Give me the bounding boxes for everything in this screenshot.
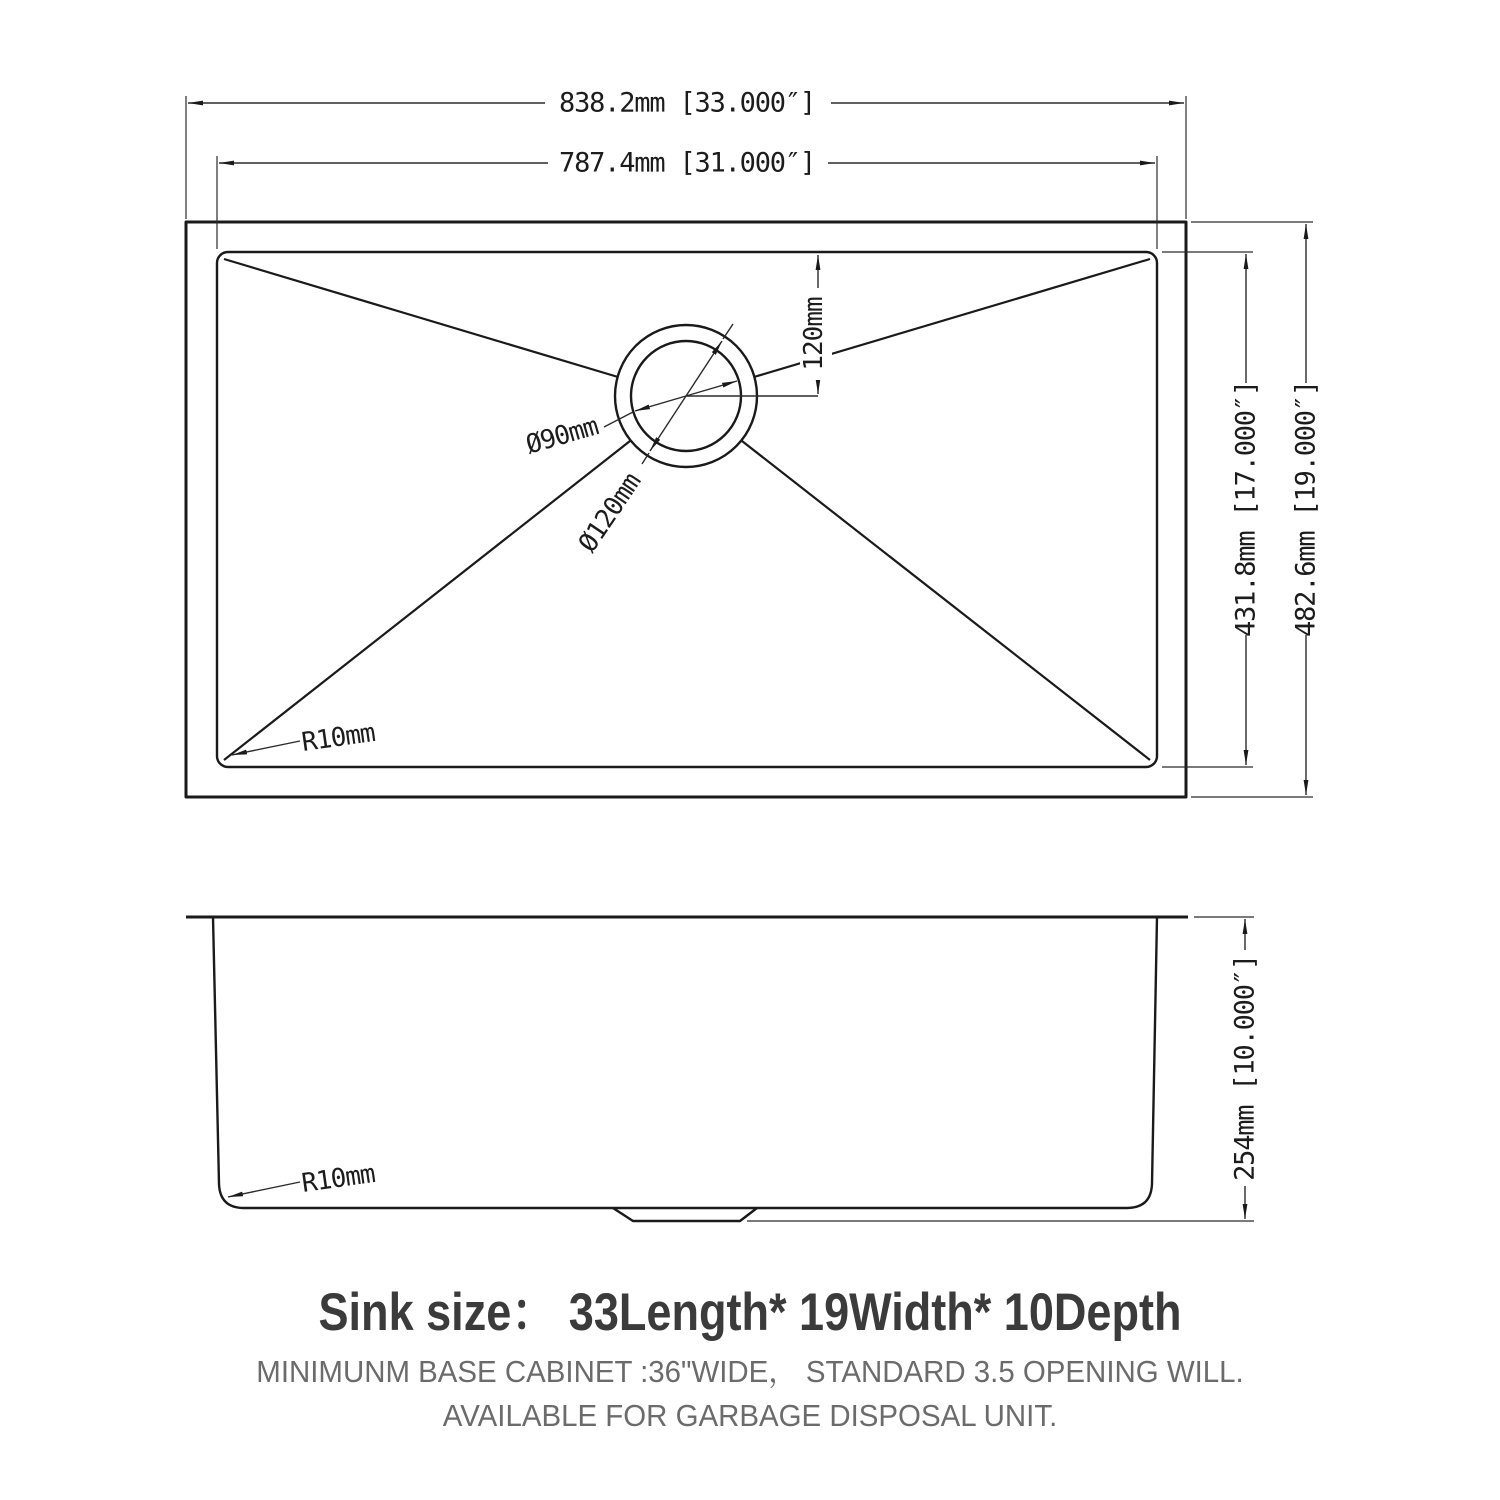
drain-bump <box>613 1208 757 1221</box>
sink-outer-rim <box>186 222 1186 797</box>
crease-bottom-right <box>742 441 1150 760</box>
cabinet-note-line1: MINIMUNM BASE CABINET :36"WIDE， STANDARD 3.5 OPENING WILL. <box>256 1355 1244 1390</box>
dim-outer-width-label: 838.2mm [33.000″] <box>559 87 815 119</box>
crease-bottom-left <box>224 441 630 760</box>
dim-ext-drain-outer <box>723 324 733 339</box>
dim-line-drain-outer <box>650 396 686 451</box>
dim-drain-offset-label: 120mm <box>799 297 829 371</box>
leader-corner-radius <box>232 741 300 755</box>
dim-drain-outer-label: Ø120mm <box>572 468 648 558</box>
top-view <box>186 85 1324 797</box>
leader-corner-radius <box>228 1182 300 1197</box>
corner-radius-label-side: R10mm <box>299 1159 377 1199</box>
dim-line-drain-outer <box>686 341 722 396</box>
caption-block <box>256 1283 1243 1434</box>
dim-drain-inner-label: Ø90mm <box>522 411 602 461</box>
corner-radius-label-top: R10mm <box>299 718 377 758</box>
dim-depth-label: 254mm [10.000″] <box>1229 955 1261 1181</box>
crease-top-left <box>224 259 618 377</box>
sink-size-title: Sink size： 33Length* 19Width* 10Depth <box>318 1282 1182 1342</box>
dim-inner-length-label: 431.8mm [17.000″] <box>1230 381 1262 637</box>
dim-inner-width-label: 787.4mm [31.000″] <box>559 147 815 179</box>
sink-bowl <box>217 252 1157 767</box>
side-view <box>186 917 1263 1221</box>
cabinet-note-line2: AVAILABLE FOR GARBAGE DISPOSAL UNIT. <box>442 1399 1058 1434</box>
dim-outer-length-label: 482.6mm [19.000″] <box>1290 381 1322 637</box>
